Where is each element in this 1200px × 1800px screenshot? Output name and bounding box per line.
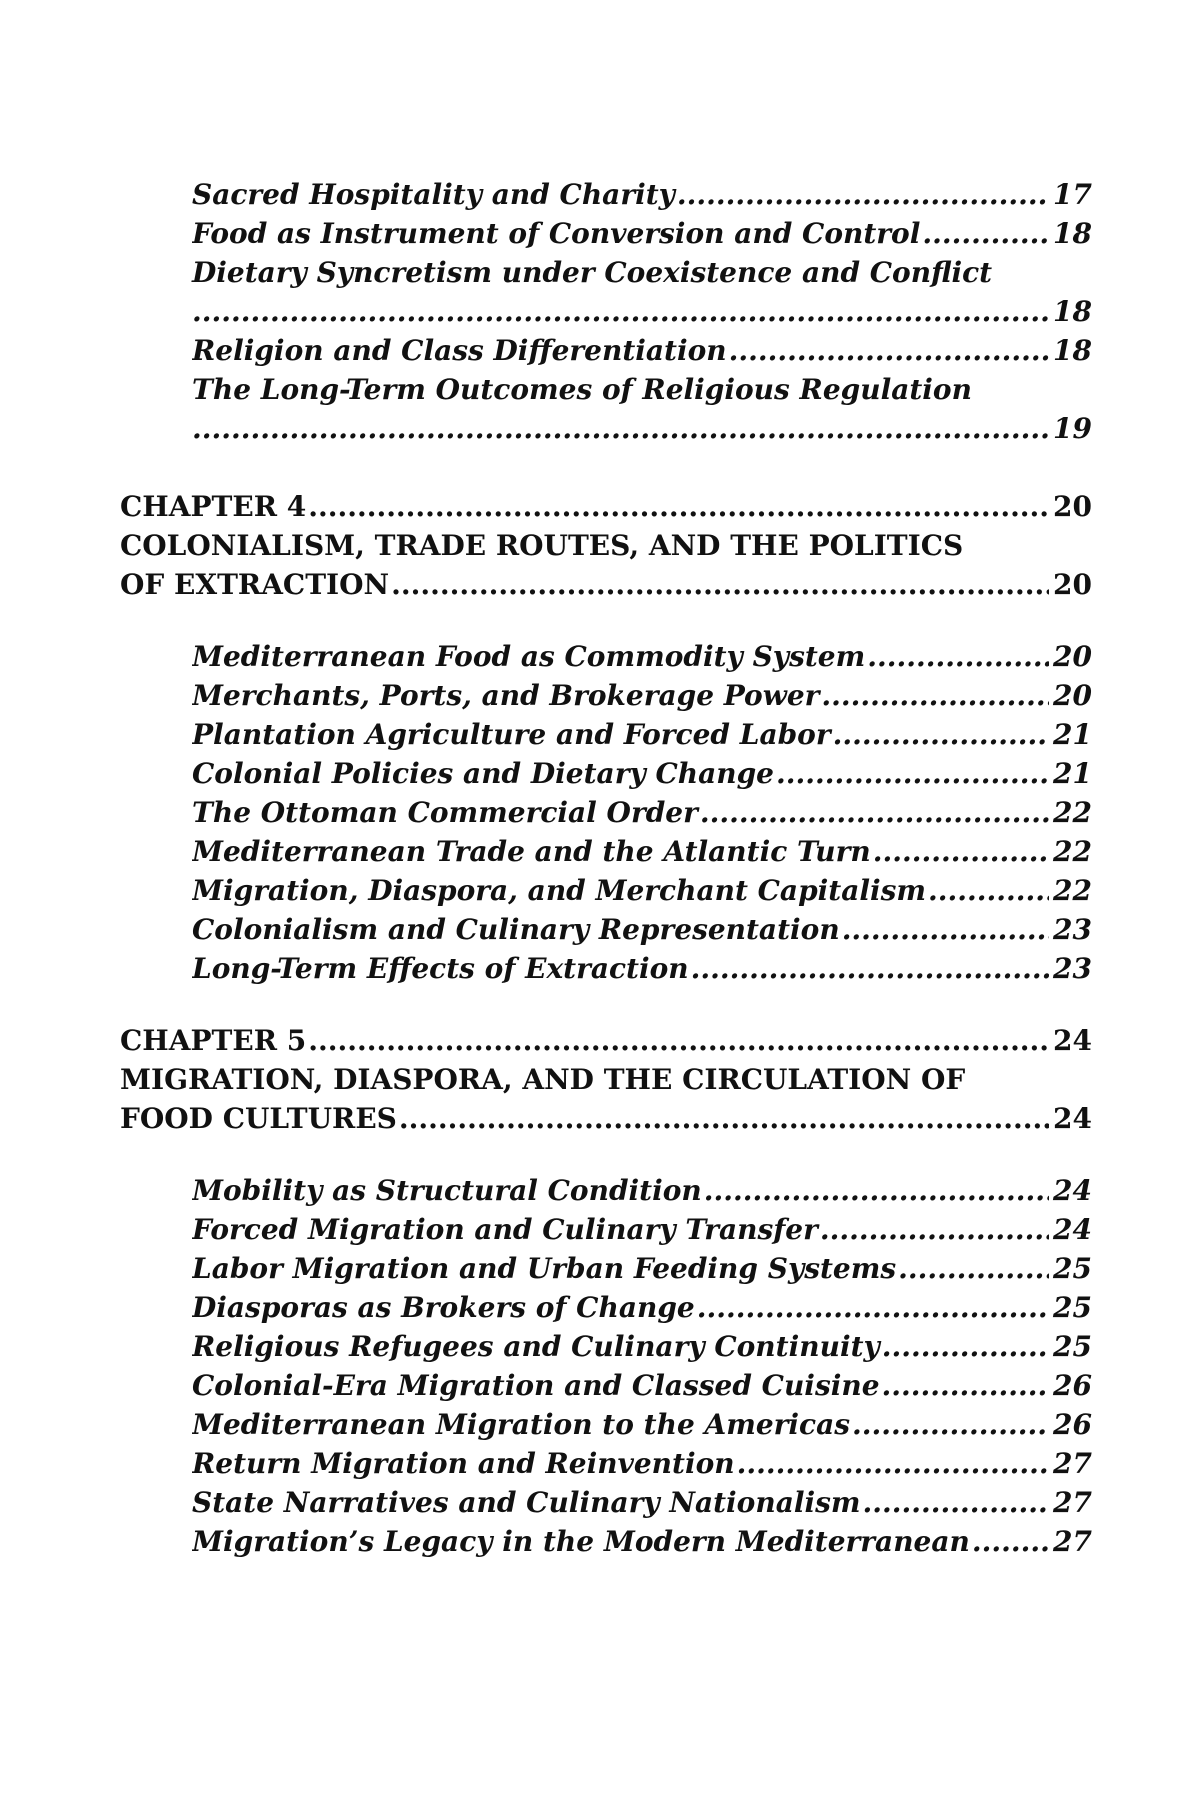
- toc-entry-title: Food as Instrument of Conversion and Control: [192, 217, 921, 250]
- dot-leader: [704, 1171, 1049, 1210]
- toc-entry-title: Plantation Agriculture and Forced Labor: [192, 718, 831, 751]
- toc-entry[interactable]: [192, 175, 1092, 214]
- chapter-title-page: 20: [1053, 568, 1092, 601]
- toc-entry-title: Migration’s Legacy in the Modern Mediterranean: [192, 1525, 970, 1558]
- chapter-page: 24: [1053, 1024, 1092, 1057]
- dot-leader: [852, 1405, 1049, 1444]
- toc-entry-page: 22: [1053, 835, 1092, 868]
- toc-entry[interactable]: [192, 832, 1092, 871]
- chapter-title-line: OF EXTRACTION: [120, 568, 390, 601]
- toc-entry[interactable]: [192, 1249, 1092, 1288]
- chapter-title-line[interactable]: MIGRATION, DIASPORA, AND THE CIRCULATION OF: [120, 1063, 966, 1096]
- toc-entry-title: Colonialism and Culinary Representation: [192, 913, 840, 946]
- toc-entry[interactable]: [192, 754, 1092, 793]
- toc-entry-title[interactable]: Dietary Syncretism under Coexistence and Conflict: [192, 256, 993, 289]
- toc-entry[interactable]: [192, 1483, 1092, 1522]
- dot-leader: [691, 949, 1049, 988]
- dot-leader: [833, 715, 1049, 754]
- toc-entry-page: 20: [1053, 640, 1092, 673]
- toc-entry-page: 17: [1053, 178, 1092, 211]
- toc-entry-title: Colonial Policies and Dietary Change: [192, 757, 774, 790]
- toc-entry-title: Religious Refugees and Culinary Continuity: [192, 1330, 880, 1363]
- dot-leader: [821, 676, 1049, 715]
- toc-entry[interactable]: [192, 910, 1092, 949]
- toc-entry-continuation[interactable]: [192, 292, 1092, 331]
- toc-entry-title: Diasporas as Brokers of Change: [192, 1291, 695, 1324]
- toc-entry-page: 22: [1053, 796, 1092, 829]
- dot-leader: [308, 487, 1049, 526]
- chapter-title[interactable]: [120, 565, 1092, 604]
- toc-entry[interactable]: [192, 676, 1092, 715]
- dot-leader: [192, 409, 1049, 448]
- chapter-title[interactable]: [120, 1099, 1092, 1138]
- toc-entry[interactable]: [192, 949, 1092, 988]
- toc-entry[interactable]: [192, 1171, 1092, 1210]
- toc-entry-page: 27: [1053, 1525, 1092, 1558]
- table-of-contents: [120, 175, 1092, 1561]
- toc-entry[interactable]: [192, 1366, 1092, 1405]
- toc-entry-page: 18: [1053, 217, 1092, 250]
- toc-entry-title: Forced Migration and Culinary Transfer: [192, 1213, 818, 1246]
- toc-entry-title: Migration, Diaspora, and Merchant Capitalism: [192, 874, 927, 907]
- toc-entry-page: 18: [1053, 334, 1092, 367]
- toc-entry[interactable]: [192, 331, 1092, 370]
- toc-entry-title: State Narratives and Culinary Nationalism: [192, 1486, 861, 1519]
- toc-entry-title: Labor Migration and Urban Feeding Systems: [192, 1252, 897, 1285]
- toc-entry[interactable]: [192, 1327, 1092, 1366]
- dot-leader: [922, 214, 1049, 253]
- toc-entry-page: 19: [1053, 412, 1092, 445]
- dot-leader: [391, 565, 1049, 604]
- toc-entry-title: Merchants, Ports, and Brokerage Power: [192, 679, 820, 712]
- chapter-label: CHAPTER 4: [120, 490, 307, 523]
- toc-entry-page: 24: [1053, 1174, 1092, 1207]
- chapter-title-line[interactable]: COLONIALISM, TRADE ROUTES, AND THE POLITICS: [120, 529, 964, 562]
- dot-leader: [873, 832, 1049, 871]
- toc-entry-title[interactable]: The Long-Term Outcomes of Religious Regulation: [192, 373, 972, 406]
- toc-entry-page: 27: [1053, 1486, 1092, 1519]
- toc-entry[interactable]: [192, 637, 1092, 676]
- dot-leader: [729, 331, 1049, 370]
- toc-entry[interactable]: [192, 214, 1092, 253]
- toc-entry[interactable]: [192, 871, 1092, 910]
- toc-entry-page: 25: [1053, 1291, 1092, 1324]
- toc-entry-title: Religion and Class Differentiation: [192, 334, 727, 367]
- dot-leader: [863, 1483, 1050, 1522]
- toc-entry-page: 26: [1053, 1369, 1092, 1402]
- toc-entry-title: Mediterranean Migration to the Americas: [192, 1408, 851, 1441]
- dot-leader: [867, 637, 1049, 676]
- dot-leader: [882, 1366, 1050, 1405]
- dot-leader: [700, 793, 1049, 832]
- dot-leader: [737, 1444, 1049, 1483]
- toc-entry-title: The Ottoman Commercial Order: [192, 796, 698, 829]
- chapter-page: 20: [1053, 490, 1092, 523]
- dot-leader: [399, 1099, 1049, 1138]
- toc-entry-title: Long-Term Effects of Extraction: [192, 952, 689, 985]
- toc-entry[interactable]: [192, 793, 1092, 832]
- toc-entry-title: Mediterranean Food as Commodity System: [192, 640, 866, 673]
- toc-entry-title: Return Migration and Reinvention: [192, 1447, 735, 1480]
- dot-leader: [820, 1210, 1049, 1249]
- toc-entry[interactable]: [192, 1444, 1092, 1483]
- toc-entry-page: 25: [1053, 1330, 1092, 1363]
- dot-leader: [898, 1249, 1049, 1288]
- toc-entry[interactable]: [192, 1405, 1092, 1444]
- toc-entry-title: Sacred Hospitality and Charity: [192, 178, 675, 211]
- toc-entry[interactable]: [192, 715, 1092, 754]
- chapter-title-line: FOOD CULTURES: [120, 1102, 397, 1135]
- dot-leader: [697, 1288, 1049, 1327]
- dot-leader: [308, 1021, 1049, 1060]
- toc-entry[interactable]: [192, 1288, 1092, 1327]
- dot-leader: [842, 910, 1049, 949]
- toc-entry-page: 23: [1053, 952, 1092, 985]
- toc-entry-page: 21: [1053, 757, 1092, 790]
- toc-entry-page: 22: [1053, 874, 1092, 907]
- dot-leader: [776, 754, 1049, 793]
- chapter-label: CHAPTER 5: [120, 1024, 307, 1057]
- chapter-heading[interactable]: [120, 487, 1092, 526]
- dot-leader: [882, 1327, 1049, 1366]
- dot-leader: [928, 871, 1049, 910]
- toc-entry[interactable]: [192, 1522, 1092, 1561]
- chapter-heading[interactable]: [120, 1021, 1092, 1060]
- toc-entry-page: 25: [1053, 1252, 1092, 1285]
- dot-leader: [677, 175, 1049, 214]
- toc-entry-title: Colonial-Era Migration and Classed Cuisine: [192, 1369, 880, 1402]
- toc-entry-continuation[interactable]: [192, 409, 1092, 448]
- toc-entry-title: Mobility as Structural Condition: [192, 1174, 702, 1207]
- toc-entry-page: 24: [1053, 1213, 1092, 1246]
- toc-entry-page: 20: [1053, 679, 1092, 712]
- toc-entry-page: 21: [1053, 718, 1092, 751]
- toc-entry-title: Mediterranean Trade and the Atlantic Turn: [192, 835, 871, 868]
- toc-entry-page: 23: [1053, 913, 1092, 946]
- toc-entry-page: 27: [1053, 1447, 1092, 1480]
- toc-entry-page: 26: [1053, 1408, 1092, 1441]
- toc-entry-page: 18: [1053, 295, 1092, 328]
- dot-leader: [972, 1522, 1049, 1561]
- toc-entry[interactable]: [192, 1210, 1092, 1249]
- chapter-title-page: 24: [1053, 1102, 1092, 1135]
- dot-leader: [192, 292, 1049, 331]
